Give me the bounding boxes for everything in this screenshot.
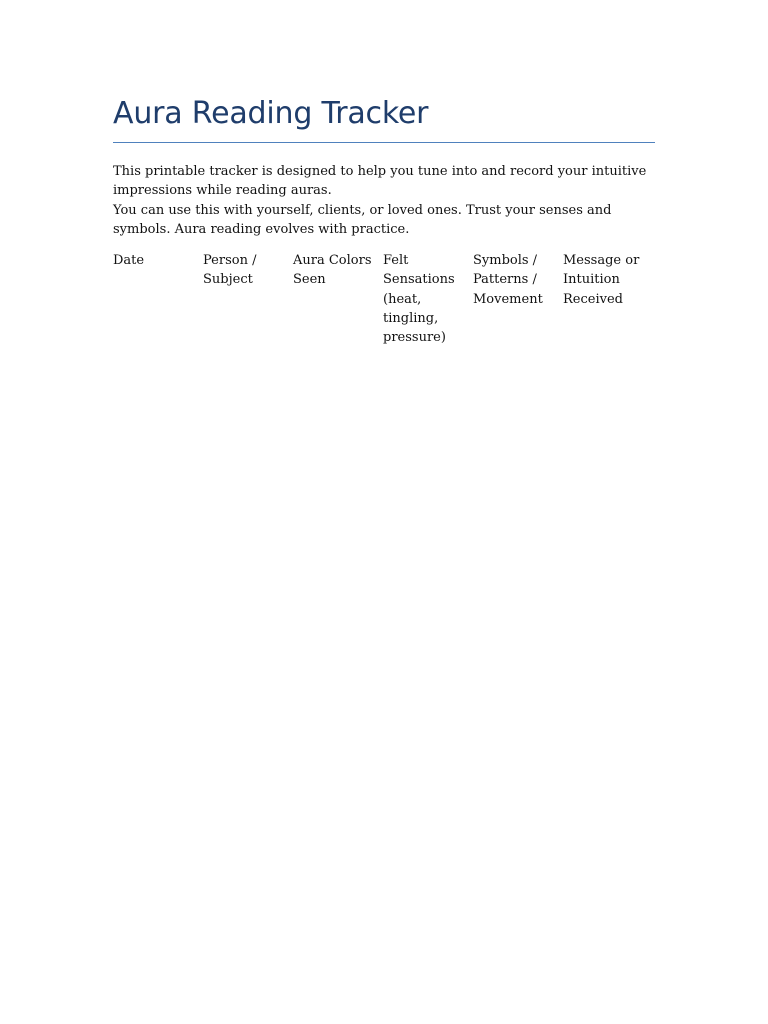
column-header-message: Message or Intuition Received xyxy=(563,253,640,307)
column-header-date: Date xyxy=(113,253,145,269)
intro-paragraph: This printable tracker is designed to help you tune into and record your intuitive impressions while reading auras. xyxy=(113,164,647,199)
intro-paragraph: You can use this with yourself, clients, or loved ones. Trust your senses and symbols. Aura reading evolves with practice. xyxy=(113,202,612,237)
title-divider xyxy=(113,142,655,143)
column-header-felt-sensations: Felt Sensations (heat, tingling, pressure) xyxy=(383,253,455,346)
column-header-aura-colors: Aura Colors Seen xyxy=(293,253,372,288)
table-header-row xyxy=(113,251,655,347)
document-title: Aura Reading Tracker xyxy=(113,96,429,131)
tracker-table xyxy=(113,251,655,347)
column-header-person: Person / Subject xyxy=(203,253,257,288)
document-page xyxy=(113,92,655,348)
column-header-symbols: Symbols / Patterns / Movement xyxy=(473,253,543,307)
intro-text xyxy=(113,162,658,239)
